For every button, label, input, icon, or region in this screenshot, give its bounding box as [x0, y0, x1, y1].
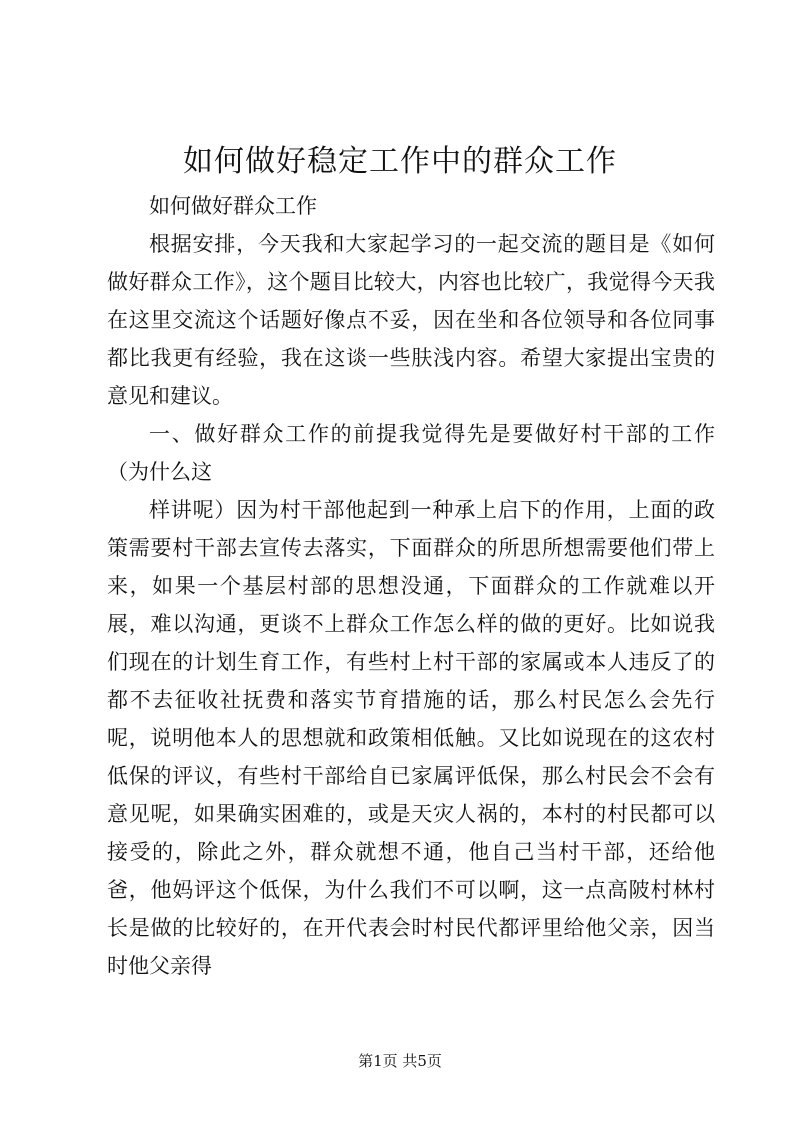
paragraph-section-one-heading: 一、做好群众工作的前提我觉得先是要做好村干部的工作（为什么这 [107, 422, 715, 484]
document-title: 如何做好稳定工作中的群众工作 [183, 144, 617, 179]
paragraph-intro: 根据安排，今天我和大家起学习的一起交流的题目是《如何做好群众工作》，这个题目比较大，内容也比较广，我觉得今天我在这里交流这个话题好像点不妥，因在坐和各位领导和各位同事都比我更有经验，我在这谈一些肤浅内容。希望大家提出宝贵的意见和建议。 [107, 232, 715, 408]
paragraph-section-one-body: 样讲呢）因为村干部他起到一种承上启下的作用，上面的政策需要村干部去宣传去落实，下面群众的所思所想需要他们带上来，如果一个基层村部的思想没通，下面群众的工作就难以开展，难以沟通，更谈不上群众工作怎么样的做的更好。比如说我们现在的计划生育工作，有些村上村干部的家属或本人违反了的都不去征收社抚费和落实节育措施的话，那么村民怎么会先行呢，说明他本人的思想就和政策相低触。又比如说现在的这农村低保的评议，有些村干部给自已家属评低保，那么村民会不会有意见呢，如果确实困难的，或是天灾人祸的，本村的村民都可以接受的，除此之外，群众就想不通，他自己当村干部，还给他爸，他妈评这个低保，为什么我们不可以啊，这一点高陂村林村长是做的比较好的，在开代表会时村民代都评里给他父亲，因当时他父亲得 [107, 498, 715, 978]
page-footer: 第1页 共5页 [358, 1052, 442, 1070]
paragraph-subheading: 如何做好群众工作 [149, 194, 317, 218]
document-body [107, 187, 715, 985]
